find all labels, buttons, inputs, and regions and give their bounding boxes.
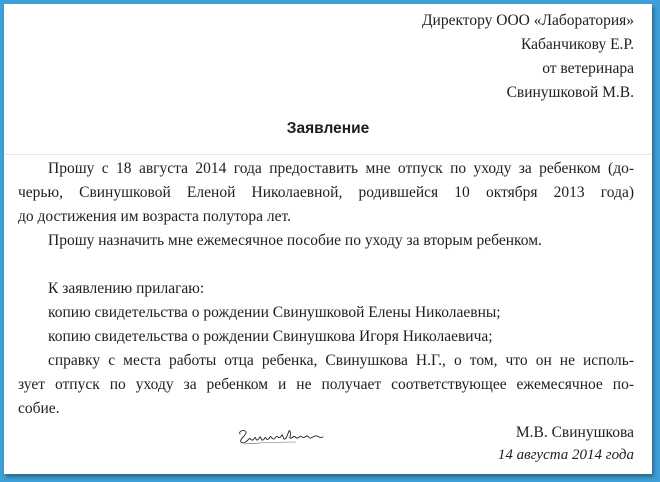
- attachment-item-continued: собие.: [18, 400, 60, 417]
- attachment-item-continued: зует отпуск по уходу за ребенком и не получает соответствующее ежемесячное по-: [18, 376, 634, 393]
- document-page: [4, 4, 652, 474]
- addressee-block: [422, 9, 634, 105]
- attachment-item: справку с места работы отца ребенка, Свинушкова Н.Г., о том, что он не исполь-: [48, 352, 634, 369]
- addressee-line-from: от ветеринара: [542, 60, 634, 77]
- document-body: [18, 157, 634, 421]
- body-line: до достижения им возраста полутора лет.: [18, 208, 291, 225]
- signer-name: М.В. Свинушкова: [515, 424, 634, 441]
- blank-line: [18, 253, 634, 277]
- attachment-item: копию свидетельства о рождении Свинушковой Елены Николаевны;: [48, 304, 501, 321]
- signature-icon: [236, 426, 328, 450]
- body-line: Прошу с 18 августа 2014 года предоставить мне отпуск по уходу за ребенком (до-: [48, 160, 634, 177]
- addressee-line-sender: Свинушковой М.В.: [506, 84, 634, 101]
- attachment-item: копию свидетельства о рождении Свинушкова Игоря Николаевича;: [48, 328, 493, 345]
- divider-line: [4, 154, 652, 155]
- handwritten-signature: [236, 426, 328, 455]
- addressee-line-name: Кабанчикову Е.Р.: [521, 36, 634, 53]
- document-title: Заявление: [286, 120, 370, 137]
- signature-date: 14 августа 2014 года: [497, 447, 634, 463]
- addressee-line-director: Директору ООО «Лаборатория»: [421, 12, 634, 29]
- attachments-intro: К заявлению прилагаю:: [48, 280, 205, 297]
- body-line: черью, Свинушковой Еленой Николаевной, родившейся 10 октября 2013 года): [18, 184, 634, 201]
- body-paragraph: Прошу назначить мне ежемесячное пособие по уходу за вторым ребенком.: [48, 232, 542, 249]
